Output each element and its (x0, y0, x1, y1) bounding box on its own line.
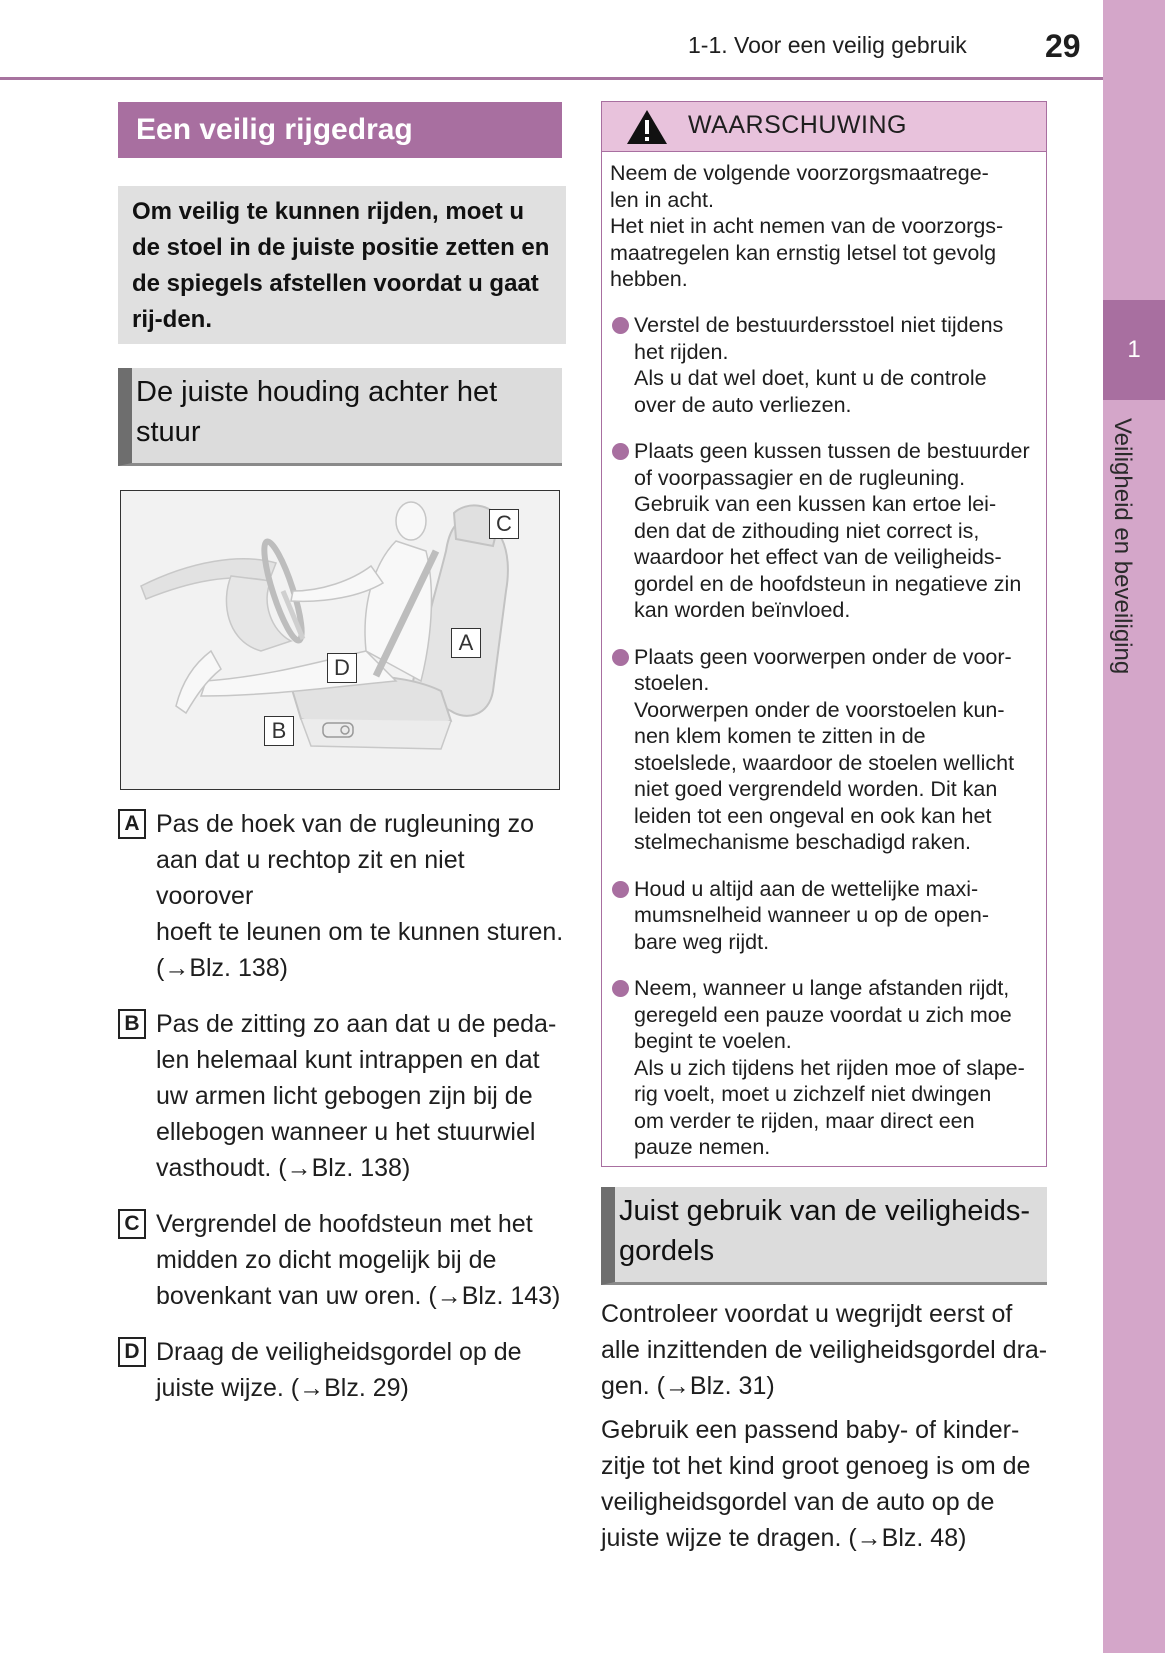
step-badge: A (118, 809, 146, 839)
header-rule (0, 77, 1103, 80)
step-text: Vergrendel de hoofdsteun met het midden zo dicht mogelijk bij de bovenkant van uw oren. (→Blz. 143) (156, 1210, 561, 1310)
body-paragraph: Gebruik een passend baby- of kinder- zitje tot het kind groot genoeg is om de veiligheidsgordel van de auto op de juiste wijze te dragen. (→Blz. 48) (601, 1416, 1031, 1552)
warning-intro: Neem de volgende voorzorgsmaatrege- len in acht. Het niet in acht nemen van de voorzorgs- maatregelen kan ernstig letsel tot gevolg hebben. (610, 161, 1004, 291)
subheading-driving-position: De juiste houding achter het stuur (118, 368, 562, 466)
callout-d: D (327, 653, 357, 683)
warning-item-text: Houd u altijd aan de wettelijke maxi- mumsnelheid wanneer u op de open- bare weg rijdt. (634, 876, 989, 954)
step-a (118, 806, 566, 986)
warning-item (610, 644, 1042, 856)
bullet-icon (612, 443, 629, 460)
intro-box: Om veilig te kunnen rijden, moet u de stoel in de juiste positie zetten en de spiegels afstellen voordat u gaat rij-den. (118, 186, 566, 344)
warning-item-text: Neem, wanneer u lange afstanden rijdt, geregeld een pauze voordat u zich moe begint te voelen. Als u zich tijdens het rijden moe of slape- rig voelt, moet u zichzelf niet dwingen om verder te rijden, maar direct een pauze nemen. (634, 976, 1025, 1159)
bullet-icon (612, 881, 629, 898)
callout-a: A (451, 628, 481, 658)
body-paragraph: Controleer voordat u wegrijdt eerst of alle inzittenden de veiligheidsgordel dra- gen. (→Blz. 31) (601, 1300, 1048, 1400)
bullet-icon (612, 649, 629, 666)
callout-c: C (489, 509, 519, 539)
warning-item (610, 876, 1042, 956)
subheading-seatbelts: Juist gebruik van de veiligheids-gordels (601, 1187, 1047, 1285)
running-head: 1-1. Voor een veilig gebruik (688, 32, 967, 58)
bullet-icon (612, 317, 629, 334)
section-title: Een veilig rijgedrag (118, 102, 562, 158)
warning-list (610, 312, 1042, 1181)
warning-triangle-icon (625, 108, 669, 146)
seatbelt-body (601, 1296, 1051, 1564)
warning-item-text: Plaats geen kussen tussen de bestuurder of voorpassagier en de rugleuning. Gebruik van een kussen kan ertoe lei- den dat de zithouding niet correct is, waardoor het effect van de veiligheids- gordel en de hoofdsteun in negatieve zin kan worden beïnvloed. (634, 439, 1030, 622)
adjustment-steps (118, 806, 566, 1426)
seating-illustration (120, 490, 560, 790)
warning-item-text: Verstel de bestuurdersstoel niet tijdens het rijden. Als u dat wel doet, kunt u de controle over de auto verliezen. (634, 313, 1004, 417)
warning-item (610, 312, 1042, 418)
warning-item (610, 975, 1042, 1161)
warning-item-text: Plaats geen voorwerpen onder de voor- stoelen. Voorwerpen onder de voorstoelen kun- nen klem komen te zitten in de stoelslede, waardoor de stoelen wellicht niet goed vergrendeld worden. Dit kan leiden tot een ongeval en ook kan het stelmechanisme beschadigd raken. (634, 644, 1015, 854)
side-tab-title: Veiligheid en beveiliging (1109, 418, 1136, 675)
step-c (118, 1206, 566, 1314)
bullet-icon (612, 980, 629, 997)
step-badge: C (118, 1209, 146, 1239)
warning-item (610, 438, 1042, 624)
side-tab-bar (1103, 0, 1165, 1653)
step-badge: D (118, 1337, 146, 1367)
warning-label: WAARSCHUWING (688, 111, 907, 139)
step-text: Pas de hoek van de rugleuning zo aan dat u rechtop zit en niet voorover hoeft te leunen om te kunnen sturen. (→Blz. 138) (156, 810, 564, 982)
step-d (118, 1334, 566, 1406)
step-text: Pas de zitting zo aan dat u de peda- len helemaal kunt intrappen en dat uw armen licht gebogen zijn bij de ellebogen wanneer u het stuurwiel vasthoudt. (→Blz. 138) (156, 1010, 557, 1182)
step-b (118, 1006, 566, 1186)
step-text: Draag de veiligheidsgordel op de juiste wijze. (→Blz. 29) (156, 1338, 522, 1402)
warning-box (601, 101, 1047, 1167)
page-number: 29 (1045, 28, 1081, 64)
warning-header (602, 102, 1046, 152)
side-tab-chapter[interactable]: 1 (1103, 300, 1165, 400)
callout-b: B (264, 716, 294, 746)
step-badge: B (118, 1009, 146, 1039)
